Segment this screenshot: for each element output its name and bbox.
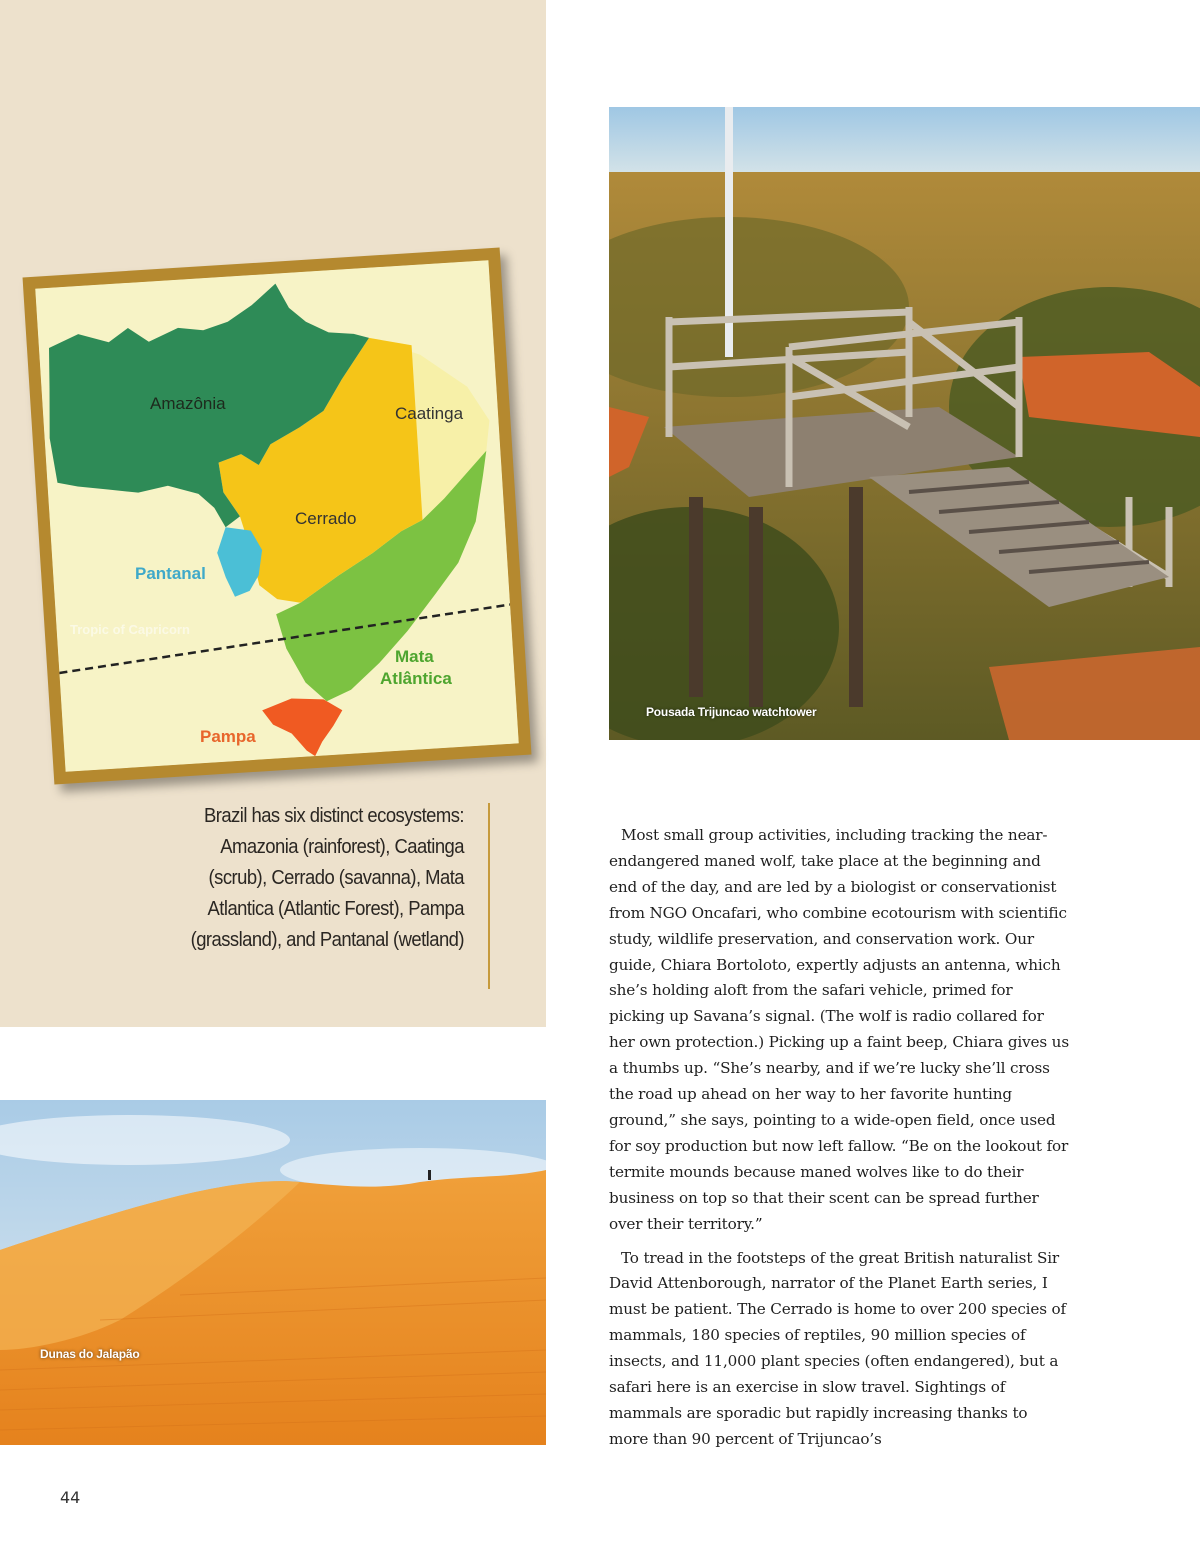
dunes-photo — [0, 1100, 546, 1445]
watchtower-photo — [609, 107, 1200, 740]
map-area — [35, 260, 518, 772]
dunes-photo-credit: Dunas do Jalapão — [40, 1347, 140, 1361]
label-tropic-of-capricorn: Tropic of Capricorn — [70, 622, 190, 637]
watchtower-photo-credit: Pousada Trijuncao watchtower — [646, 705, 817, 719]
article-paragraph-2: To tread in the footsteps of the great British naturalist Sir David Attenborough, narrator of the Planet Earth series, I must be patient. The Cerrado is home to over 200 species of mammals, 180 species of reptiles, 90 million species of insects, and 11,000 plant species (often endangered), but a safari here is an exercise in slow travel. Sightings of mammals are sporadic but rapidly increasing thanks to more than 90 percent of Trijuncao’s — [609, 1248, 1067, 1448]
label-amazonia: Amazônia — [150, 394, 226, 413]
label-pantanal: Pantanal — [135, 564, 206, 583]
article-paragraph-1: Most small group activities, including tracking the near-endangered maned wolf, take place at the beginning and end of the day, and are led by a biologist or conservationist from NGO Oncafari, who combine ecotourism with scientific study, wildlife preservation, and conservation work. Our guide, Chiara Bortoloto, expertly adjusts an antenna, which she’s holding aloft from the safari vehicle, primed for picking up Savana’s signal. (The wolf is radio collared for her own protection.) Picking up a faint beep, Chiara gives us a thumbs up. “She’s nearby, and if we’re lucky she’ll cross the road up ahead on her way to her favorite hunting ground,” she says, pointing to a wide-open field, once used for soy production but now left fallow. “Be on the lookout for termite mounds because maned wolves like to do their business on top so that their scent can be spread further over their territory.” — [609, 826, 1069, 1233]
page-number: 44 — [60, 1488, 81, 1507]
label-caatinga: Caatinga — [395, 404, 464, 423]
map-caption: Brazil has six distinct ecosystems: Amazonia (rainforest), Caatinga (scrub), Cerrado (savanna), Mata Atlantica (Atlantic Forest), Pampa (grassland), and Pantanal (wetland) — [190, 804, 464, 951]
caption-divider — [488, 803, 490, 989]
brazil-ecosystem-map — [23, 247, 532, 784]
label-pampa: Pampa — [200, 727, 256, 746]
map-svg — [35, 260, 518, 772]
article-body — [609, 823, 1069, 1461]
label-mata-line2: Atlântica — [380, 669, 452, 688]
label-cerrado: Cerrado — [295, 509, 357, 528]
label-mata-line1: Mata — [395, 647, 434, 666]
